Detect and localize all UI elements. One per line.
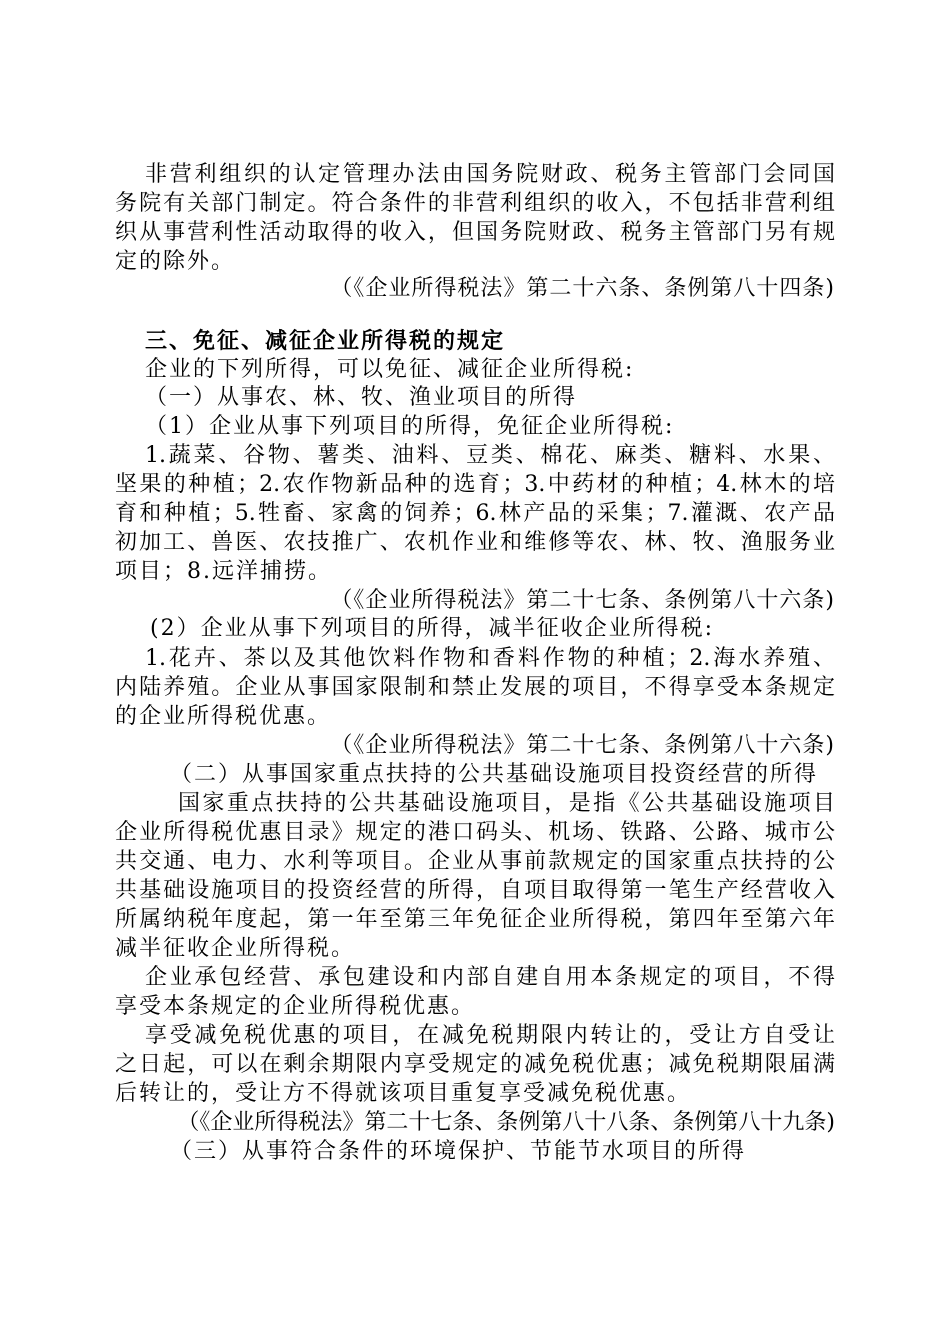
paragraph-line: 减半征收企业所得税。 [115, 936, 356, 961]
paragraph-line: 1.花卉、茶以及其他饮料作物和香料作物的种植；2.海水养殖、 [145, 646, 835, 671]
legal-citation: （《企业所得税法》第二十七条、条例第八十八条、条例第八十九条) [177, 1110, 835, 1135]
paragraph-line: 企业承包经营、承包建设和内部自建自用本条规定的项目，不得 [145, 965, 835, 990]
paragraph-line: 共基础设施项目的投资经营的所得，自项目取得第一笔生产经营收入 [115, 878, 835, 903]
paragraph-line: 务院有关部门制定。符合条件的非营利组织的收入，不包括非营利组 [115, 191, 835, 216]
subsection-heading: （一）从事农、林、牧、渔业项目的所得 [145, 385, 578, 410]
paragraph-line: 的企业所得税优惠。 [115, 704, 332, 729]
legal-citation: （《企业所得税法》第二十七条、条例第八十六条) [330, 588, 835, 613]
paragraph-line: 初加工、兽医、农技推广、农机作业和维修等农、林、牧、渔服务业 [115, 530, 835, 555]
paragraph-line: 共交通、电力、水利等项目。企业从事前款规定的国家重点扶持的公 [115, 849, 835, 874]
paragraph-line: 定的除外。 [115, 249, 236, 274]
paragraph-line: 非营利组织的认定管理办法由国务院财政、税务主管部门会同国 [145, 162, 835, 187]
item-heading: （1）企业从事下列项目的所得，免征企业所得税: [145, 414, 675, 439]
paragraph-line: 所属纳税年度起，第一年至第三年免征企业所得税，第四年至第六年 [115, 907, 835, 932]
paragraph-line: 内陆养殖。企业从事国家限制和禁止发展的项目，不得享受本条规定 [115, 675, 835, 700]
item-heading: (2）企业从事下列项目的所得，减半征收企业所得税: [150, 616, 714, 641]
paragraph-line: 企业的下列所得，可以免征、减征企业所得税: [145, 357, 635, 382]
paragraph-line: 企业所得税优惠目录》规定的港口码头、机场、铁路、公路、城市公 [115, 820, 835, 845]
paragraph-line: 织从事营利性活动取得的收入，但国务院财政、税务主管部门另有规 [115, 220, 835, 245]
paragraph-line: 育和种植；5.牲畜、家禽的饲养；6.林产品的采集；7.灌溉、农产品 [115, 501, 835, 526]
paragraph-line: 享受本条规定的企业所得税优惠。 [115, 994, 476, 1019]
paragraph-line: 之日起，可以在剩余期限内享受规定的减免税优惠；减免税期限届满 [115, 1052, 835, 1077]
paragraph-line: 国家重点扶持的公共基础设施项目，是指《公共基础设施项目 [178, 791, 835, 816]
subsection-heading: （三）从事符合条件的环境保护、节能节水项目的所得 [170, 1139, 747, 1164]
paragraph-line: 享受减免税优惠的项目，在减免税期限内转让的，受让方自受让 [145, 1023, 835, 1048]
legal-citation: （《企业所得税法》第二十六条、条例第八十四条) [330, 276, 835, 301]
paragraph-line: 1.蔬菜、谷物、薯类、油料、豆类、棉花、麻类、糖料、水果、 [145, 443, 835, 468]
section-heading: 三、免征、减征企业所得税的规定 [145, 328, 506, 354]
subsection-heading: （二）从事国家重点扶持的公共基础设施项目投资经营的所得 [170, 762, 819, 787]
paragraph-line: 坚果的种植；2.农作物新品种的选育；3.中药材的种植；4.林木的培 [115, 472, 835, 497]
paragraph-line: 后转让的，受让方不得就该项目重复享受减免税优惠。 [115, 1081, 692, 1106]
legal-citation: （《企业所得税法》第二十七条、条例第八十六条) [330, 733, 835, 758]
paragraph-line: 项目；8.远洋捕捞。 [115, 559, 332, 584]
